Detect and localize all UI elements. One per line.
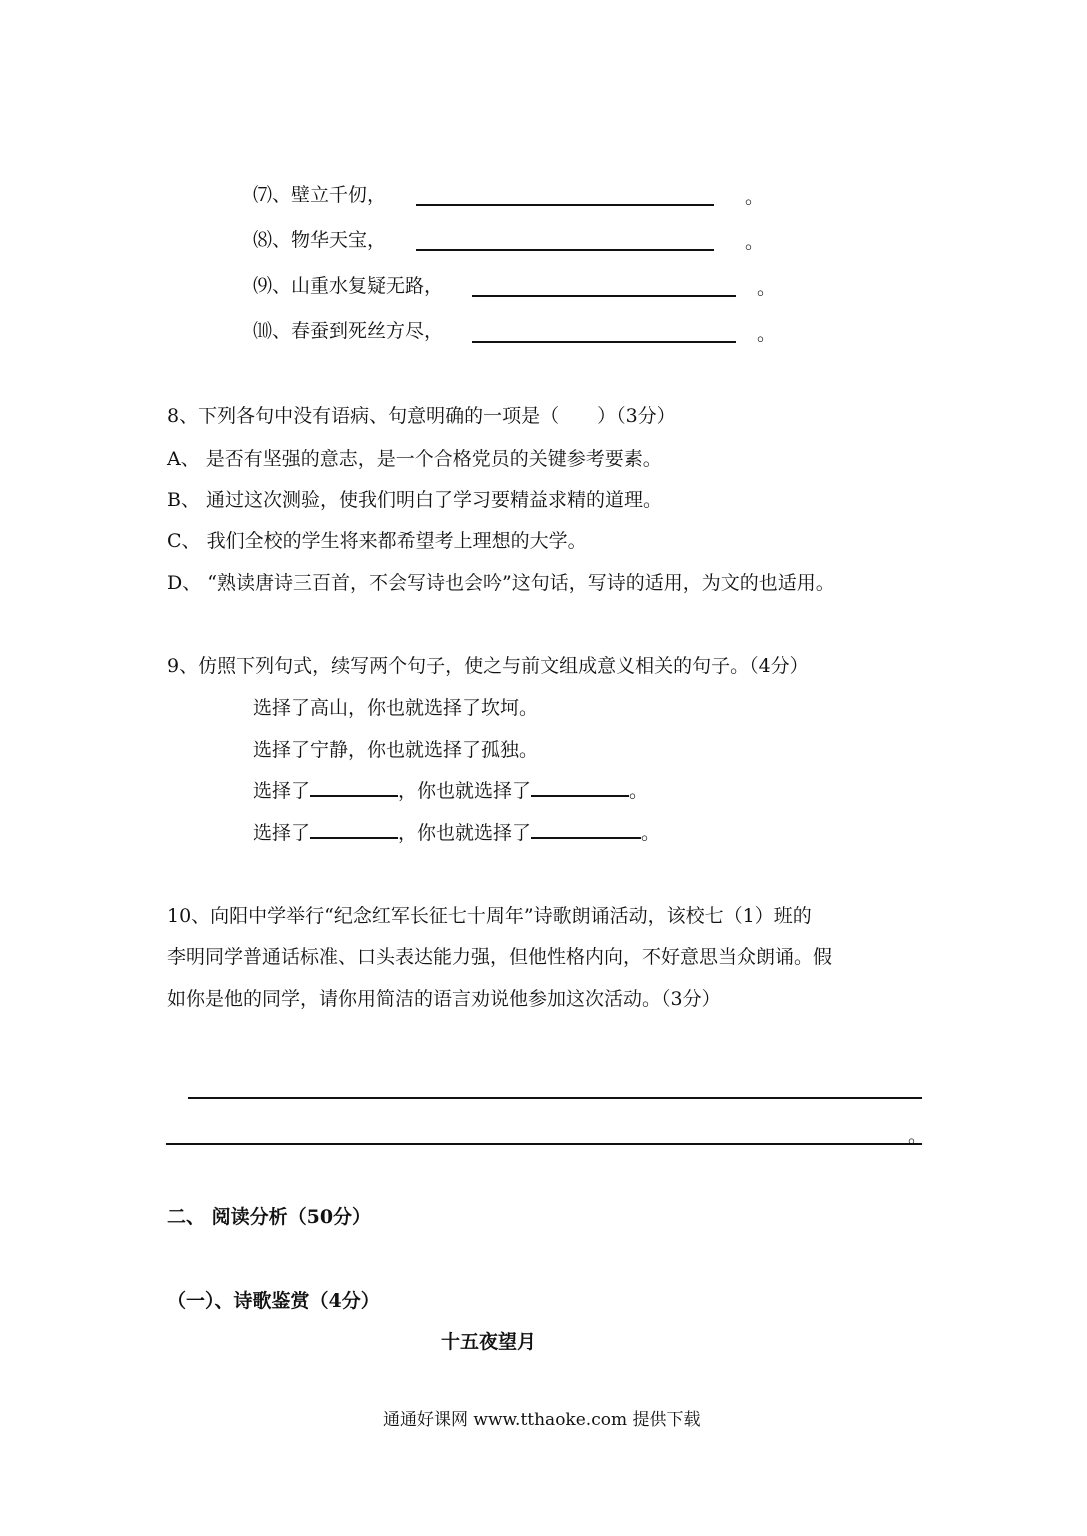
example-sentence: 选择了高山，你也就选择了坎坷。 (253, 697, 539, 719)
fill-item (253, 186, 386, 205)
answer-blank[interactable] (472, 341, 736, 343)
fill-item (253, 277, 443, 296)
answer-blank[interactable] (310, 794, 398, 797)
answer-blank[interactable] (531, 794, 629, 797)
question-10-line: 如你是他的同学，请你用简洁的语言劝说他参加这次活动。（3分） (167, 988, 721, 1010)
item-number: ⑼、 (253, 275, 292, 297)
answer-line[interactable] (166, 1143, 922, 1145)
subsection-title: （一）、诗歌鉴赏（4分） (167, 1290, 380, 1312)
item-text: 山重水复疑无路， (291, 275, 444, 297)
item-number: ⑽、 (253, 320, 292, 342)
imitation-line (253, 782, 648, 801)
page-footer: 通通好课网 www.tthaoke.com 提供下载 (383, 1410, 701, 1430)
template-part: ，你也就选择了 (398, 780, 532, 802)
example-sentence: 选择了宁静，你也就选择了孤独。 (253, 739, 539, 761)
template-part: 。 (629, 780, 649, 802)
item-end: 。 (745, 231, 765, 253)
answer-blank[interactable] (416, 204, 714, 206)
question-10-line: 李明同学普通话标准、口头表达能力强，但他性格内向，不好意思当众朗诵。假 (167, 946, 833, 968)
template-part: 选择了 (253, 822, 311, 844)
question-9-stem: 9、仿照下列句式，续写两个句子，使之与前文组成意义相关的句子。（4分） (167, 655, 809, 677)
item-end: 。 (745, 186, 765, 208)
item-text: 物华天宝， (291, 229, 387, 251)
answer-blank[interactable] (531, 836, 641, 839)
option-c: C、 我们全校的学生将来都希望考上理想的大学。 (167, 530, 587, 552)
item-text: 春蚕到死丝方尽， (291, 320, 444, 342)
fill-item (253, 322, 443, 341)
option-a: A、 是否有坚强的意志，是一个合格党员的关键参考要素。 (167, 448, 662, 470)
question-8-stem: 8、下列各句中没有语病、句意明确的一项是（ ）（3分） (167, 405, 676, 427)
answer-blank[interactable] (416, 249, 714, 251)
item-text: 壁立千仞， (291, 184, 387, 206)
item-end: 。 (757, 323, 777, 345)
answer-blank[interactable] (472, 295, 736, 297)
template-part: 选择了 (253, 780, 311, 802)
item-end: 。 (757, 277, 777, 299)
template-part: ，你也就选择了 (398, 822, 532, 844)
template-part: 。 (641, 822, 661, 844)
question-10-line: 10、向阳中学举行“纪念红军长征七十周年”诗歌朗诵活动，该校七（1）班的 (167, 905, 812, 927)
imitation-line (253, 824, 660, 843)
answer-blank[interactable] (310, 836, 398, 839)
poem-title: 十五夜望月 (441, 1331, 537, 1353)
item-number: ⑺、 (253, 184, 292, 206)
option-b: B、 通过这次测验，使我们明白了学习要精益求精的道理。 (167, 489, 663, 511)
section-title: 二、 阅读分析（50分） (167, 1206, 372, 1228)
answer-end: 。 (908, 1125, 928, 1147)
option-d: D、 “熟读唐诗三百首，不会写诗也会吟”这句话，写诗的适用，为文的也适用。 (167, 572, 835, 594)
item-number: ⑻、 (253, 229, 292, 251)
answer-line[interactable] (188, 1097, 922, 1099)
fill-item (253, 231, 386, 250)
